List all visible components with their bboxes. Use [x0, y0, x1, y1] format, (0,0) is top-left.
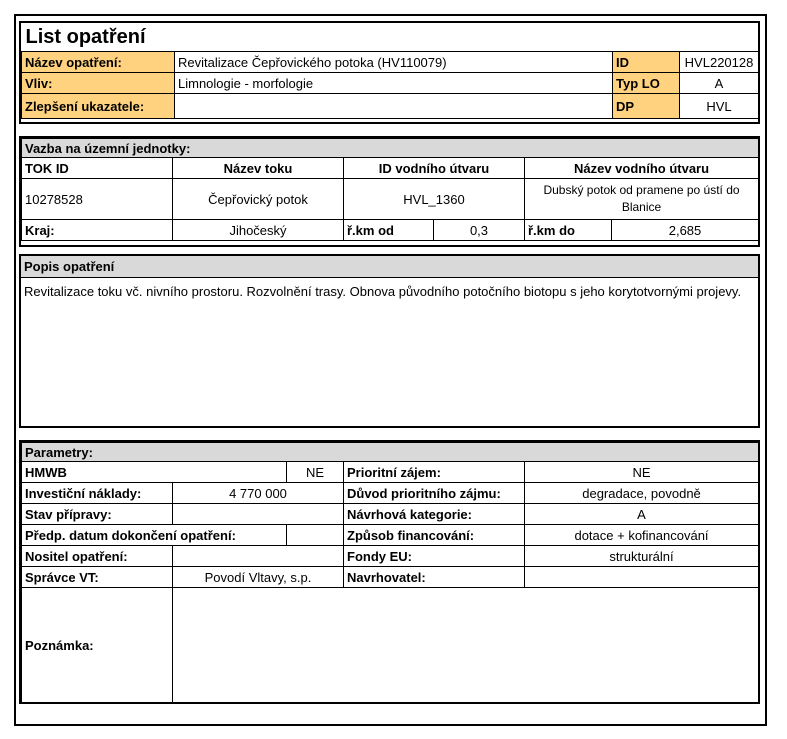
typ-lo-value: A	[680, 73, 759, 94]
id-value: HVL220128	[680, 52, 759, 73]
dp-value: HVL	[680, 94, 759, 119]
zpusob-label: Způsob financování:	[344, 525, 525, 546]
prioritni-value: NE	[525, 462, 759, 483]
col-tok-id: TOK ID	[22, 158, 173, 179]
fondy-label: Fondy EU:	[344, 546, 525, 567]
duvod-label: Důvod prioritního zájmu:	[344, 483, 525, 504]
vliv-value: Limnologie - morfologie	[175, 73, 613, 94]
poznamka-label: Poznámka:	[22, 588, 173, 703]
stav-label: Stav přípravy:	[22, 504, 173, 525]
spravce-value: Povodí Vltavy, s.p.	[173, 567, 344, 588]
rkm-do-label: ř.km do	[525, 220, 612, 241]
col-nazev-utvaru: Název vodního útvaru	[525, 158, 759, 179]
rkm-od-label: ř.km od	[344, 220, 434, 241]
zpusob-value: dotace + kofinancování	[525, 525, 759, 546]
dp-label: DP	[613, 94, 680, 119]
nazev-value: Revitalizace Čepřovického potoka (HV110079)	[175, 52, 613, 73]
col-id-utvaru: ID vodního útvaru	[344, 158, 525, 179]
prioritni-label: Prioritní zájem:	[344, 462, 525, 483]
vazba-section	[19, 136, 760, 247]
kraj-label: Kraj:	[22, 220, 173, 241]
navrhovatel-label: Navrhovatel:	[344, 567, 525, 588]
nazev-toku-value: Čepřovický potok	[173, 179, 344, 220]
header-table	[21, 23, 759, 119]
navrhovatel-value	[525, 567, 759, 588]
parametry-section	[19, 440, 760, 704]
kraj-value: Jihočeský	[173, 220, 344, 241]
vliv-label: Vliv:	[22, 73, 175, 94]
header-section	[19, 21, 760, 124]
investicni-value: 4 770 000	[173, 483, 344, 504]
navrhova-value: A	[525, 504, 759, 525]
popis-text: Revitalizace toku vč. nivního prostoru. Rozvolnění trasy. Obnova původního potočního biotopu s jeho korytotvornými projevy.	[24, 284, 742, 299]
vazba-table	[21, 138, 759, 241]
spravce-label: Správce VT:	[22, 567, 173, 588]
navrhova-label: Návrhová kategorie:	[344, 504, 525, 525]
id-label: ID	[613, 52, 680, 73]
predp-value	[287, 525, 344, 546]
popis-section	[19, 254, 760, 428]
investicni-label: Investiční náklady:	[22, 483, 173, 504]
rkm-od-value: 0,3	[434, 220, 525, 241]
col-nazev-toku: Název toku	[173, 158, 344, 179]
tok-id-value: 10278528	[22, 179, 173, 220]
predp-label: Předp. datum dokončení opatření:	[22, 525, 287, 546]
fondy-value: strukturální	[525, 546, 759, 567]
page-title: List opatření	[22, 23, 759, 52]
duvod-value: degradace, povodně	[525, 483, 759, 504]
poznamka-value	[173, 588, 759, 703]
nazev-utvaru-value: Dubský potok od pramene po ústí do Blanice	[525, 179, 759, 220]
nazev-label: Název opatření:	[22, 52, 175, 73]
id-utvaru-value: HVL_1360	[344, 179, 525, 220]
zlepseni-label: Zlepšení ukazatele:	[22, 94, 175, 119]
popis-title: Popis opatření	[21, 256, 758, 278]
hmwb-value: NE	[287, 462, 344, 483]
nositel-value	[173, 546, 344, 567]
rkm-do-value: 2,685	[612, 220, 759, 241]
typ-lo-label: Typ LO	[613, 73, 680, 94]
hmwb-label: HMWB	[22, 462, 287, 483]
vazba-title: Vazba na územní jednotky:	[22, 139, 759, 158]
zlepseni-value	[175, 94, 613, 119]
parametry-title: Parametry:	[22, 443, 759, 462]
stav-value	[173, 504, 344, 525]
parametry-table	[21, 442, 759, 703]
nositel-label: Nositel opatření:	[22, 546, 173, 567]
